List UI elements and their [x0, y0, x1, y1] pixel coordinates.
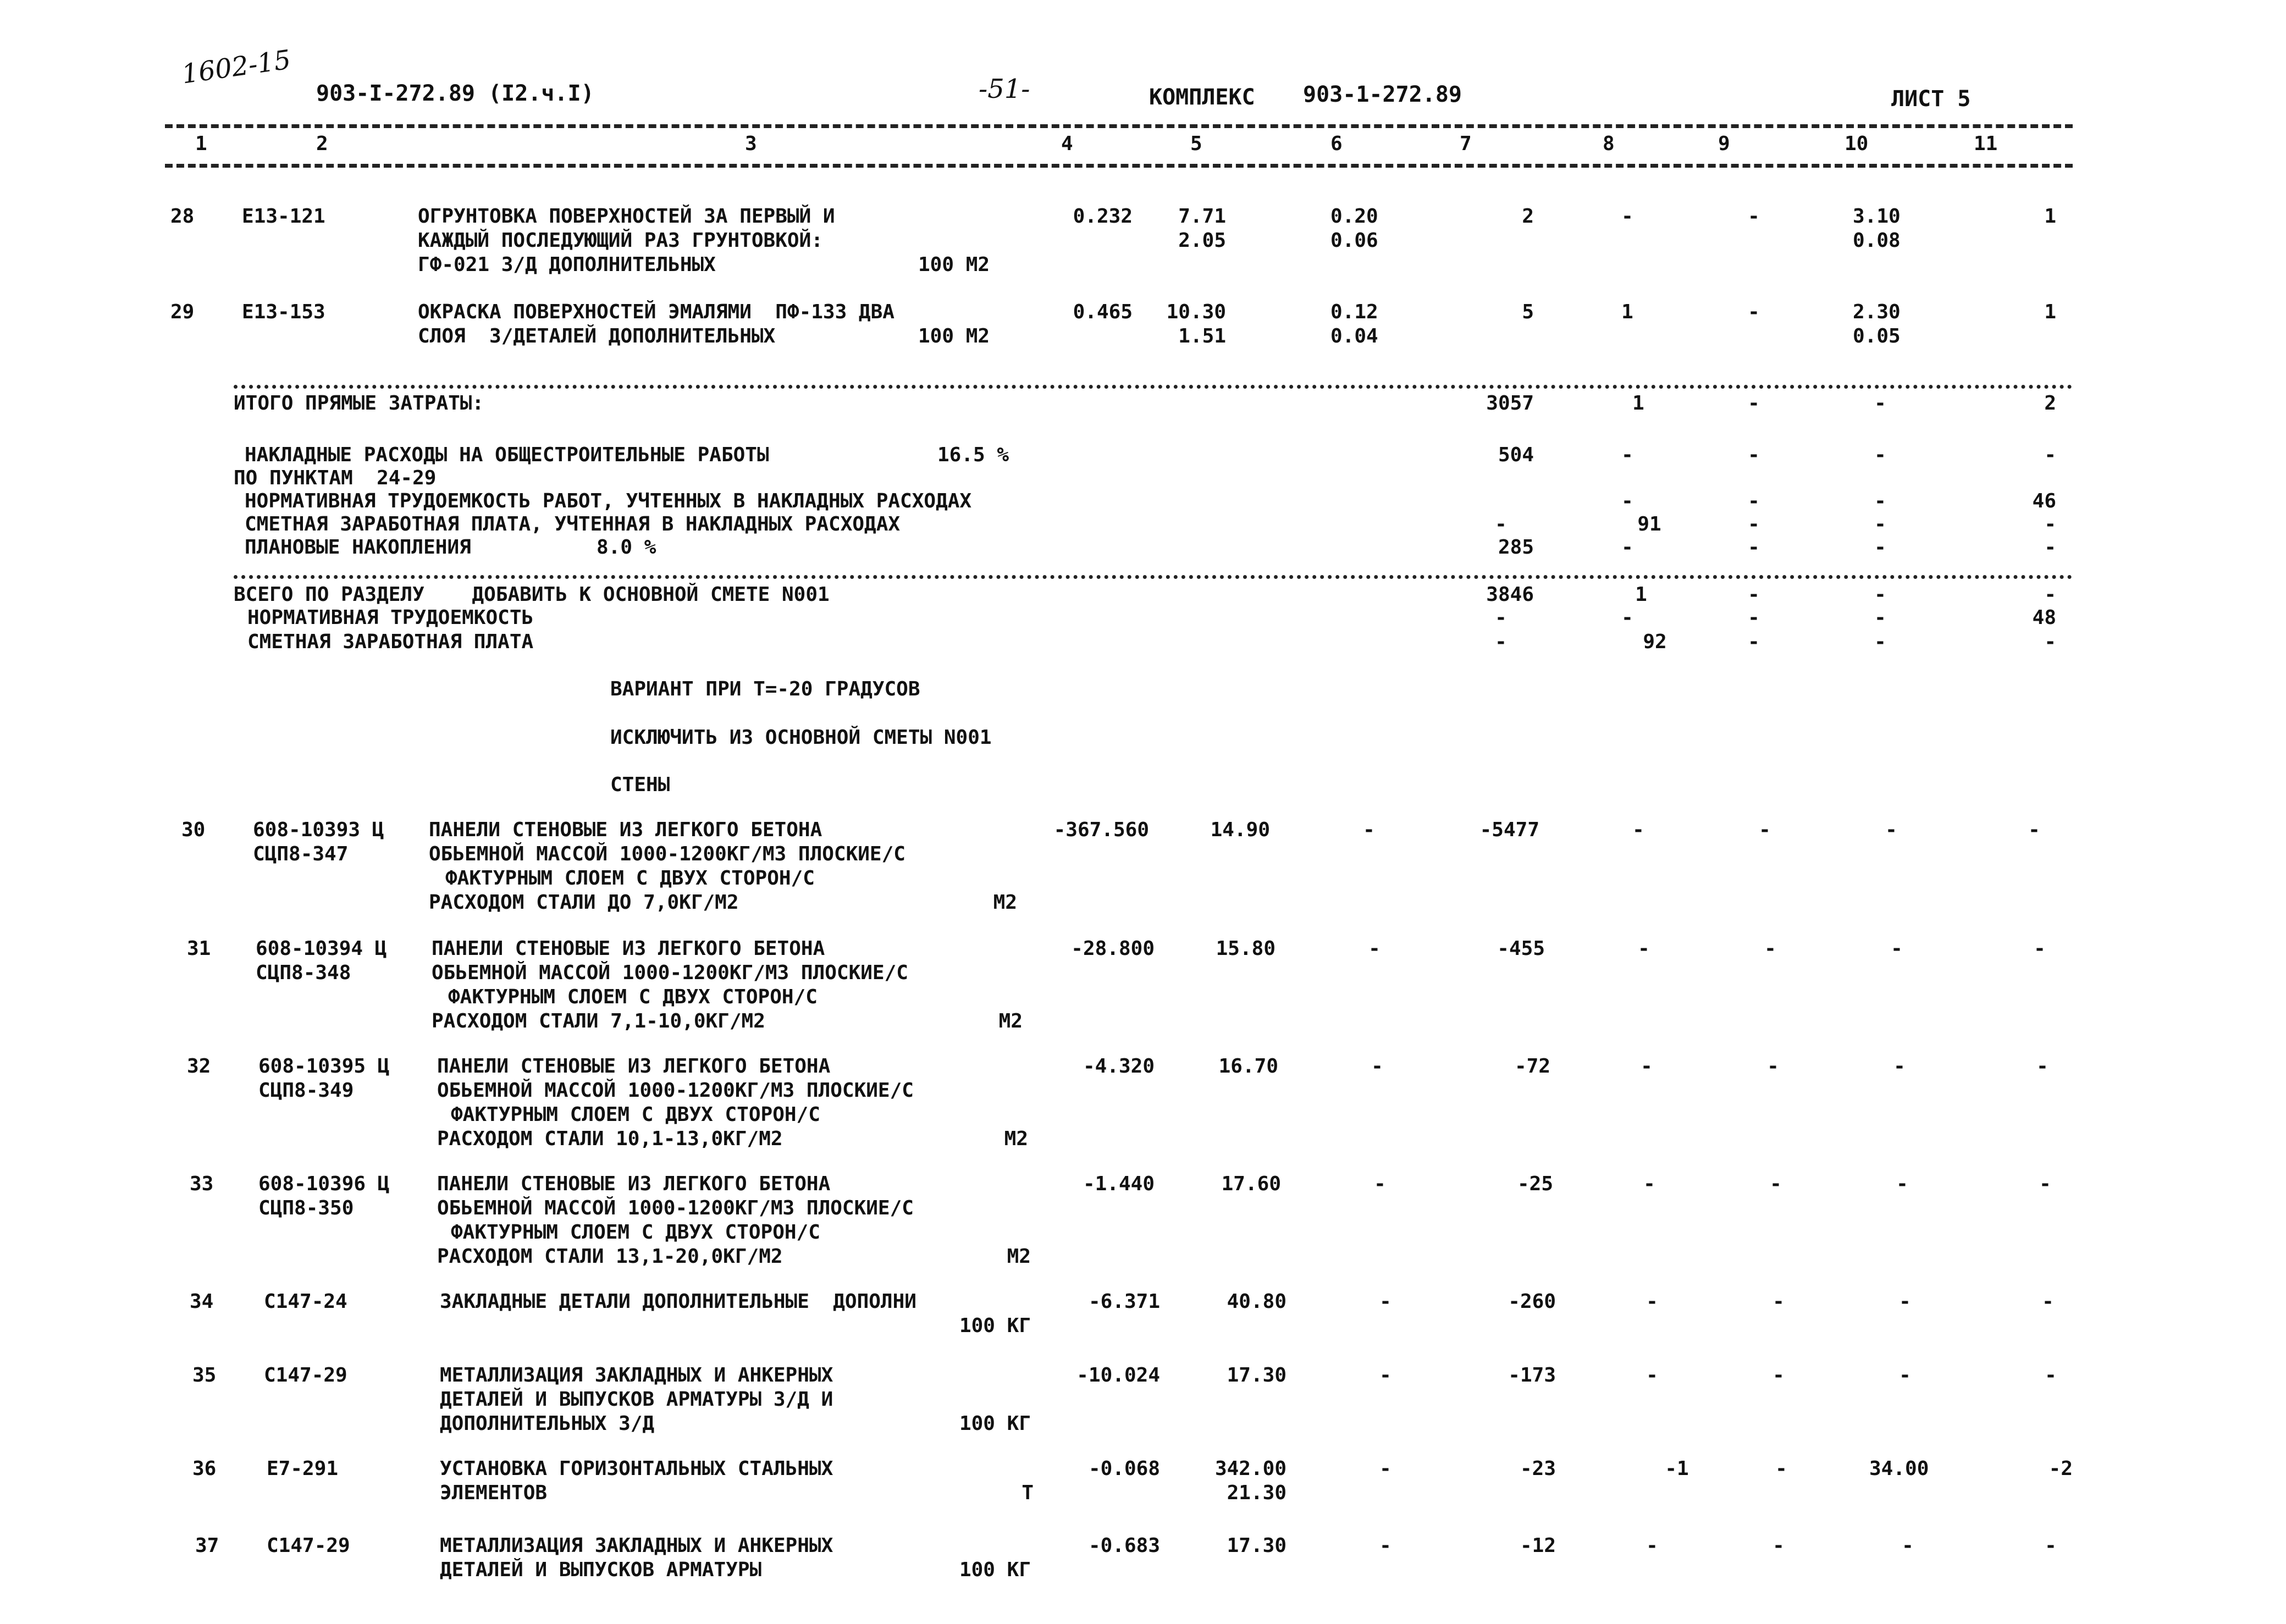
row-c10: -: [1902, 1534, 1914, 1557]
row-code-secondary: СЦП8-349: [258, 1079, 354, 1102]
row-c6: 0.04: [1330, 325, 1378, 347]
row-desc-line: ОБЬЕМНОЙ МАССОЙ 1000-1200КГ/М3 ПЛОСКИЕ/С: [437, 1197, 914, 1219]
row-desc-line: ФАКТУРНЫМ СЛОЕМ С ДВУХ СТОРОН/С: [448, 986, 818, 1008]
itogo-c11: 2: [2044, 392, 2056, 415]
vsego-zp-c7: -: [1495, 631, 1507, 653]
row-code: Е7-291: [267, 1457, 339, 1480]
row-c7: -25: [1517, 1173, 1553, 1195]
row-c9: -: [1748, 205, 1760, 228]
vsego-norm-c9: -: [1748, 606, 1760, 629]
header-rule-bottom: [165, 164, 2073, 168]
row-c9: -: [1767, 1055, 1779, 1078]
row-c10: -: [1893, 1055, 1906, 1078]
row-desc-line: ГФ-021 З/Д ДОПОЛНИТЕЛЬНЫХ: [418, 253, 716, 276]
row-c9: -: [1775, 1457, 1787, 1480]
vsego-zp-c11: -: [2044, 631, 2056, 653]
row-c6: -: [1379, 1290, 1392, 1313]
row-unit: 100 М2: [918, 253, 990, 276]
row-c10: 0.05: [1853, 325, 1901, 347]
row-c8: 1: [1621, 301, 1633, 323]
row-code: Е13-121: [242, 205, 325, 228]
row-qty: 0.465: [1073, 301, 1133, 323]
row-c7: -12: [1520, 1534, 1556, 1557]
row-c5: 14.90: [1210, 819, 1270, 841]
row-c8: -: [1643, 1173, 1655, 1195]
plan-nakop-pct: 8.0 %: [597, 536, 656, 559]
row-unit: М2: [1007, 1245, 1031, 1268]
vsego-zp-c10: -: [1874, 631, 1886, 653]
row-number: 29: [170, 301, 195, 323]
row-c8: -: [1646, 1534, 1658, 1557]
row-c11: -: [2034, 937, 2046, 960]
norm-trud-label: НОРМАТИВНАЯ ТРУДОЕМКОСТЬ РАБОТ, УЧТЕННЫХ В НАКЛАДНЫХ РАСХОДАХ: [245, 490, 972, 512]
plan-nakop-c7: 285: [1498, 536, 1534, 559]
vsego-label: ВСЕГО ПО РАЗДЕЛУ ДОБАВИТЬ К ОСНОВНОЙ СМЕТЕ N001: [234, 583, 830, 606]
row-c6: -: [1363, 819, 1375, 841]
row-number: 31: [187, 937, 211, 960]
col-header-11: 11: [1974, 132, 1998, 155]
row-unit: Т: [1021, 1482, 1034, 1504]
nakladnye-c7: 504: [1498, 444, 1534, 466]
row-unit: М2: [993, 891, 1017, 914]
row-c8: -: [1632, 819, 1644, 841]
row-desc-line: МЕТАЛЛИЗАЦИЯ ЗАКЛАДНЫХ И АНКЕРНЫХ: [440, 1364, 833, 1387]
col-header-4: 4: [1061, 132, 1073, 155]
row-unit: 100 КГ: [959, 1412, 1031, 1435]
norm-trud-c11: 46: [2032, 490, 2056, 512]
row-desc-line: УСТАНОВКА ГОРИЗОНТАЛЬНЫХ СТАЛЬНЫХ: [440, 1457, 833, 1480]
row-code: С147-24: [264, 1290, 347, 1313]
row-c9: -: [1773, 1290, 1785, 1313]
row-c5: 7.71: [1178, 205, 1226, 228]
row-qty: -1.440: [1083, 1173, 1155, 1195]
row-c10: 3.10: [1853, 205, 1901, 228]
page-number: -51-: [979, 74, 1030, 104]
row-c10: -: [1896, 1173, 1908, 1195]
smet-zp-c9: -: [1748, 513, 1760, 535]
row-c7: -260: [1508, 1290, 1556, 1313]
row-qty: 0.232: [1073, 205, 1133, 228]
row-qty: -367.560: [1053, 819, 1149, 841]
row-c5: 17.60: [1221, 1173, 1281, 1195]
row-c10: 0.08: [1853, 229, 1901, 252]
row-desc-line: ОБЬЕМНОЙ МАССОЙ 1000-1200КГ/М3 ПЛОСКИЕ/С: [429, 843, 905, 865]
row-desc-line: РАСХОДОМ СТАЛИ 10,1-13,0КГ/М2: [437, 1128, 783, 1150]
variant-title: ВАРИАНТ ПРИ Т=-20 ГРАДУСОВ: [610, 678, 920, 700]
row-c5: 2.05: [1178, 229, 1226, 252]
row-c8: -: [1621, 205, 1633, 228]
row-number: 33: [190, 1173, 214, 1195]
row-c10: 2.30: [1853, 301, 1901, 323]
vsego-norm-c8: -: [1621, 606, 1633, 629]
row-c10: -: [1899, 1290, 1911, 1313]
row-desc-line: ПАНЕЛИ СТЕНОВЫЕ ИЗ ЛЕГКОГО БЕТОНА: [437, 1055, 831, 1078]
row-c8: -: [1638, 937, 1650, 960]
row-c7: -72: [1514, 1055, 1550, 1078]
row-c6: -: [1371, 1055, 1383, 1078]
row-c7: -23: [1520, 1457, 1556, 1480]
po-punktam: ПО ПУНКТАМ 24-29: [234, 467, 437, 489]
komplex-label: КОМПЛЕКС: [1149, 85, 1255, 110]
row-c9: -: [1759, 819, 1771, 841]
row-desc-line: ПАНЕЛИ СТЕНОВЫЕ ИЗ ЛЕГКОГО БЕТОНА: [429, 819, 822, 841]
norm-trud-c9: -: [1748, 490, 1760, 512]
row-unit: М2: [998, 1010, 1023, 1032]
vsego-zp-c8: 92: [1643, 631, 1667, 653]
sheet-label: ЛИСТ 5: [1891, 86, 1971, 112]
vsego-c7: 3846: [1486, 583, 1534, 606]
row-c6: -: [1374, 1173, 1386, 1195]
row-c6: 0.06: [1330, 229, 1378, 252]
itogo-c8: 1: [1632, 392, 1644, 415]
row-code-secondary: СЦП8-350: [258, 1197, 354, 1219]
row-desc-line: ФАКТУРНЫМ СЛОЕМ С ДВУХ СТОРОН/С: [451, 1103, 820, 1126]
row-c10: -: [1891, 937, 1903, 960]
row-c8: -: [1646, 1364, 1658, 1387]
row-desc-line: ЭЛЕМЕНТОВ: [440, 1482, 548, 1504]
row-desc-line: ФАКТУРНЫМ СЛОЕМ С ДВУХ СТОРОН/С: [445, 867, 815, 890]
row-desc-line: ДЕТАЛЕЙ И ВЫПУСКОВ АРМАТУРЫ З/Д И: [440, 1388, 833, 1411]
col-header-9: 9: [1718, 132, 1730, 155]
plan-nakop-c9: -: [1748, 536, 1760, 559]
row-c11: -: [2028, 819, 2040, 841]
itogo-c9: -: [1748, 392, 1760, 415]
row-c6: -: [1379, 1457, 1392, 1480]
row-desc-line: КАЖДЫЙ ПОСЛЕДУЮЩИЙ РАЗ ГРУНТОВКОЙ:: [418, 229, 823, 252]
row-c11: 1: [2044, 205, 2056, 228]
vsego-c11: -: [2044, 583, 2056, 606]
plan-nakop-c11: -: [2044, 536, 2056, 559]
vsego-c10: -: [1874, 583, 1886, 606]
row-desc-line: ЗАКЛАДНЫЕ ДЕТАЛИ ДОПОЛНИТЕЛЬНЫЕ ДОПОЛНИ: [440, 1290, 916, 1313]
row-code: С147-29: [267, 1534, 350, 1557]
row-qty: -6.371: [1088, 1290, 1160, 1313]
row-c11: 1: [2044, 301, 2056, 323]
row-code-secondary: СЦП8-348: [256, 962, 351, 984]
nakladnye-pct: 16.5 %: [937, 444, 1009, 466]
row-c11: -: [2039, 1173, 2051, 1195]
row-unit: 100 КГ: [959, 1314, 1031, 1337]
col-header-1: 1: [195, 132, 207, 155]
vsego-c9: -: [1748, 583, 1760, 606]
row-qty: -28.800: [1071, 937, 1155, 960]
col-header-7: 7: [1460, 132, 1472, 155]
row-c6: -: [1379, 1364, 1392, 1387]
itogo-label: ИТОГО ПРЯМЫЕ ЗАТРАТЫ:: [234, 392, 484, 415]
section-title: СТЕНЫ: [610, 774, 670, 796]
row-c7: -5477: [1479, 819, 1539, 841]
row-desc-line: РАСХОДОМ СТАЛИ ДО 7,0КГ/М2: [429, 891, 739, 914]
row-desc-line: ДОПОЛНИТЕЛЬНЫХ З/Д: [440, 1412, 655, 1435]
col-header-10: 10: [1845, 132, 1869, 155]
row-number: 34: [190, 1290, 214, 1313]
row-c10: -: [1885, 819, 1897, 841]
row-c7: 5: [1522, 301, 1534, 323]
smet-zp-c7: -: [1495, 513, 1507, 535]
row-desc-line: ОБЬЕМНОЙ МАССОЙ 1000-1200КГ/М3 ПЛОСКИЕ/С: [432, 962, 908, 984]
row-code: 608-10395 Ц: [258, 1055, 390, 1078]
row-c5: 16.70: [1218, 1055, 1278, 1078]
doc-code: 903-I-272.89 (I2.ч.I): [316, 81, 594, 106]
plan-nakop-c10: -: [1874, 536, 1886, 559]
smet-zp-c11: -: [2044, 513, 2056, 535]
col-header-3: 3: [745, 132, 757, 155]
row-desc-line: ДЕТАЛЕЙ И ВЫПУСКОВ АРМАТУРЫ: [440, 1559, 762, 1581]
row-number: 36: [192, 1457, 217, 1480]
row-c8: -: [1641, 1055, 1653, 1078]
row-c10: 34.00: [1869, 1457, 1929, 1480]
row-desc-line: РАСХОДОМ СТАЛИ 13,1-20,0КГ/М2: [437, 1245, 783, 1268]
row-c5: 1.51: [1178, 325, 1226, 347]
row-unit: 100 КГ: [959, 1559, 1031, 1581]
col-header-8: 8: [1603, 132, 1615, 155]
row-c10: -: [1899, 1364, 1911, 1387]
row-qty: -4.320: [1083, 1055, 1155, 1078]
dotted-rule: [234, 575, 2073, 579]
row-code: 608-10393 Ц: [253, 819, 384, 841]
norm-trud-c8: -: [1621, 490, 1633, 512]
komplex-code: 903-1-272.89: [1303, 82, 1462, 107]
row-c9: -: [1773, 1534, 1785, 1557]
row-c11: -: [2045, 1534, 2057, 1557]
smet-zp-c8: 91: [1637, 513, 1661, 535]
header-rule-top: [165, 124, 2073, 128]
row-c7: -455: [1497, 937, 1545, 960]
row-code: С147-29: [264, 1364, 347, 1387]
col-header-2: 2: [316, 132, 328, 155]
row-c5: 21.30: [1227, 1482, 1286, 1504]
row-c5: 15.80: [1216, 937, 1275, 960]
row-c11: -: [2042, 1290, 2054, 1313]
row-c7: 2: [1522, 205, 1534, 228]
row-c8: -1: [1665, 1457, 1689, 1480]
plan-nakop-c8: -: [1621, 536, 1633, 559]
row-number: 32: [187, 1055, 211, 1078]
nakladnye-c8: -: [1621, 444, 1633, 466]
row-number: 30: [181, 819, 206, 841]
row-c11: -: [2045, 1364, 2057, 1387]
vsego-c8: 1: [1635, 583, 1647, 606]
row-desc-line: МЕТАЛЛИЗАЦИЯ ЗАКЛАДНЫХ И АНКЕРНЫХ: [440, 1534, 833, 1557]
row-qty: -0.068: [1088, 1457, 1160, 1480]
row-number: 28: [170, 205, 195, 228]
row-desc-line: РАСХОДОМ СТАЛИ 7,1-10,0КГ/М2: [432, 1010, 765, 1032]
variant-subtitle: ИСКЛЮЧИТЬ ИЗ ОСНОВНОЙ СМЕТЫ N001: [610, 726, 992, 749]
row-desc-line: ОКРАСКА ПОВЕРХНОСТЕЙ ЭМАЛЯМИ ПФ-133 ДВА: [418, 301, 894, 323]
row-c5: 17.30: [1227, 1534, 1286, 1557]
vsego-norm-c10: -: [1874, 606, 1886, 629]
row-qty: -0.683: [1088, 1534, 1160, 1557]
row-c5: 10.30: [1166, 301, 1226, 323]
nakladnye-c11: -: [2044, 444, 2056, 466]
row-c6: -: [1379, 1534, 1392, 1557]
row-qty: -10.024: [1076, 1364, 1160, 1387]
row-c7: -173: [1508, 1364, 1556, 1387]
col-header-6: 6: [1330, 132, 1343, 155]
row-c6: 0.20: [1330, 205, 1378, 228]
vsego-norm-c7: -: [1495, 606, 1507, 629]
row-desc-line: СЛОЯ З/ДЕТАЛЕЙ ДОПОЛНИТЕЛЬНЫХ: [418, 325, 776, 347]
plan-nakop-label: ПЛАНОВЫЕ НАКОПЛЕНИЯ: [245, 536, 471, 559]
vsego-norm-c11: 48: [2032, 606, 2056, 629]
itogo-c7: 3057: [1486, 392, 1534, 415]
norm-trud-c10: -: [1874, 490, 1886, 512]
handwritten-code: 1602-15: [180, 44, 293, 90]
row-number: 35: [192, 1364, 217, 1387]
nakladnye-c9: -: [1748, 444, 1760, 466]
itogo-c10: -: [1874, 392, 1886, 415]
row-code-secondary: СЦП8-347: [253, 843, 349, 865]
row-c5: 342.00: [1214, 1457, 1286, 1480]
row-c9: -: [1764, 937, 1776, 960]
row-desc-line: ПАНЕЛИ СТЕНОВЫЕ ИЗ ЛЕГКОГО БЕТОНА: [437, 1173, 831, 1195]
row-c9: -: [1748, 301, 1760, 323]
row-c5: 40.80: [1227, 1290, 1286, 1313]
vsego-zp-c9: -: [1748, 631, 1760, 653]
row-unit: М2: [1004, 1128, 1028, 1150]
row-c8: -: [1646, 1290, 1658, 1313]
row-code: Е13-153: [242, 301, 325, 323]
row-code: 608-10396 Ц: [258, 1173, 390, 1195]
row-unit: 100 М2: [918, 325, 990, 347]
row-c11: -: [2036, 1055, 2048, 1078]
row-desc-line: ОГРУНТОВКА ПОВЕРХНОСТЕЙ ЗА ПЕРВЫЙ И: [418, 205, 835, 228]
row-code: 608-10394 Ц: [256, 937, 387, 960]
row-desc-line: ПАНЕЛИ СТЕНОВЫЕ ИЗ ЛЕГКОГО БЕТОНА: [432, 937, 825, 960]
col-header-5: 5: [1190, 132, 1202, 155]
dotted-rule: [234, 385, 2073, 389]
smet-zp-label: СМЕТНАЯ ЗАРАБОТНАЯ ПЛАТА, УЧТЕННАЯ В НАКЛАДНЫХ РАСХОДАХ: [245, 513, 901, 535]
row-desc-line: ФАКТУРНЫМ СЛОЕМ С ДВУХ СТОРОН/С: [451, 1221, 820, 1244]
row-number: 37: [195, 1534, 219, 1557]
smet-zp-c10: -: [1874, 513, 1886, 535]
row-c11: -2: [2048, 1457, 2073, 1480]
nakladnye-label: НАКЛАДНЫЕ РАСХОДЫ НА ОБЩЕСТРОИТЕЛЬНЫЕ РАБОТЫ: [245, 444, 769, 466]
vsego-zp-label: СМЕТНАЯ ЗАРАБОТНАЯ ПЛАТА: [247, 631, 534, 653]
row-c5: 17.30: [1227, 1364, 1286, 1387]
row-c6: -: [1368, 937, 1381, 960]
row-c9: -: [1770, 1173, 1782, 1195]
vsego-norm-label: НОРМАТИВНАЯ ТРУДОЕМКОСТЬ: [247, 606, 534, 629]
row-desc-line: ОБЬЕМНОЙ МАССОЙ 1000-1200КГ/М3 ПЛОСКИЕ/С: [437, 1079, 914, 1102]
nakladnye-c10: -: [1874, 444, 1886, 466]
row-c6: 0.12: [1330, 301, 1378, 323]
row-c9: -: [1773, 1364, 1785, 1387]
